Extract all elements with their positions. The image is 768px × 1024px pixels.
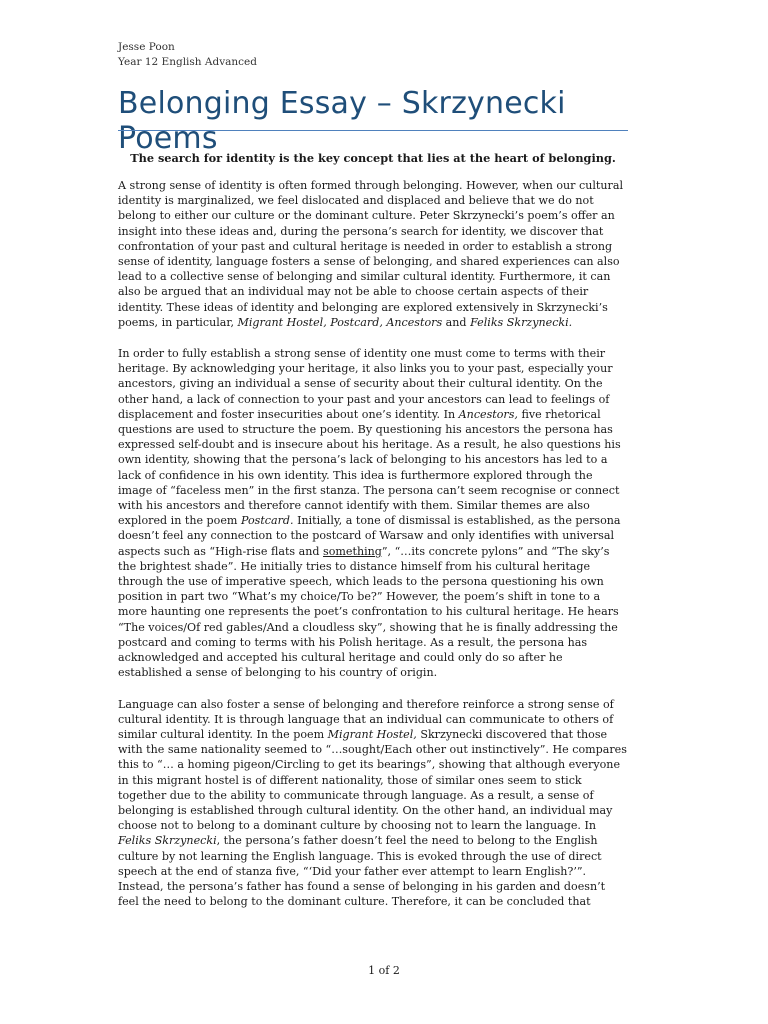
poem-title: Feliks Skrzynecki.	[470, 315, 573, 329]
paragraph-introduction	[118, 178, 628, 330]
course-name: Year 12 English Advanced	[118, 56, 257, 68]
poem-title: Postcard.	[240, 514, 294, 528]
title-divider	[118, 130, 628, 131]
document-header	[118, 40, 257, 70]
document-title: Belonging Essay – Skrzynecki Poems	[118, 86, 566, 156]
poem-title: Migrant Hostel,	[327, 727, 417, 741]
paragraph-text: Skrzynecki discovered that those with the same nationality seemed to “…sought/Each other out instinctively”. He compares this to “… a homing pigeon/Circling to get its bearings”, showing that although everyone in this migrant hostel is of different nationality, those of similar ones seem to stick together due to the ability to communicate through language. As a result, a sense of belonging is established through cultural identity. On the other hand, an individual may choose not to belong to a dominant culture by choosing not to learn the language. In	[118, 727, 627, 833]
author-name: Jesse Poon	[118, 41, 175, 53]
paragraph-text: , the persona’s father doesn’t feel the need to belong to the English culture by not learning the English language. This is evoked through the use of direct speech at the end of stanza five, “‘Did your father ever attempt to learn English?’”. Instead, the persona’s father has found a sense of belonging in his garden and doesn’t feel the need to belong to the dominant culture. Therefore, it can be concluded that	[118, 834, 606, 909]
paragraph-text: In order to fully establish a strong sense of identity one must come to terms with their heritage. By acknowledging your heritage, it also links you to your past, especially your ancestors, giving an individual a sense of security about their cultural identity. On the other hand, a lack of connection to your past and your ancestors can lead to feelings of displacement and foster insecurities about one’s identity. In	[118, 347, 613, 421]
paragraph-text: ”, “…its concrete pylons” and “The sky’s the brightest shade”. He initially tries to distance himself from his cultural heritage through the use of imperative speech, which leads to the persona questioning his own position in part two “What’s my choice/To be?” However, the poem’s shift in tone to a more haunting one represents the poet’s confrontation to his cultural heritage. He hears “The voices/Of red gables/And a cloudless sky”, showing that he is finally addressing the postcard and coming to terms with his Polish heritage. As a result, the persona has acknowledged and accepted his cultural heritage and could only do so after he established a sense of belonging to his country of origin.	[118, 544, 619, 680]
paragraph-text: five rhetorical questions are used to structure the poem. By questioning his ancestors the persona has expressed self-doubt and is insecure about his heritage. As a result, he also questions his own identity, showing that the persona’s lack of belonging to his ancestors has led to a lack of confidence in his own identity. This idea is furthermore explored through the image of “faceless men” in the first stanza. The persona can’t seem recognise or connect with his ancestors and therefore cannot identify with them. Similar themes are also explored in the poem	[118, 407, 621, 528]
poem-title: Feliks Skrzynecki	[118, 834, 217, 848]
paragraph-text: and	[442, 315, 471, 329]
paragraph-heritage	[118, 346, 628, 680]
page-number: 1 of 2	[368, 964, 400, 977]
thesis-statement: The search for identity is the key concept that lies at the heart of belonging.	[130, 151, 616, 165]
paragraph-language	[118, 697, 628, 910]
paragraph-text: A strong sense of identity is often formed through belonging. However, when our cultural identity is marginalized, we feel dislocated and displaced and believe that we do not belong to either our culture or the dominant culture. Peter Skrzynecki’s poem’s offer an insight into these ideas and, during the persona’s search for identity, we discover that confrontation of your past and cultural heritage is needed in order to establish a strong sense of identity, language fosters a sense of belonging, and shared experiences can also lead to a collective sense of belonging and similar cultural identity. Furthermore, it can also be argued that an individual may not be able to choose certain aspects of their identity. These ideas of identity and belonging are explored extensively in Skrzynecki’s poems, in particular,	[118, 179, 623, 329]
underlined-quote: something	[323, 544, 382, 558]
paragraph-text: Language can also foster a sense of belonging and therefore reinforce a strong sense of cultural identity. It is through language that an individual can communicate to others of similar cultural identity. In the poem	[118, 697, 614, 741]
poem-title: Ancestors,	[458, 407, 518, 421]
poem-titles: Migrant Hostel, Postcard, Ancestors	[237, 315, 443, 329]
paragraph-text: Initially, a tone of dismissal is established, as the persona doesn’t feel any connection to the postcard of Warsaw and only identifies with universal aspects such as “High-rise flats and	[118, 514, 621, 558]
essay-body	[118, 178, 628, 925]
